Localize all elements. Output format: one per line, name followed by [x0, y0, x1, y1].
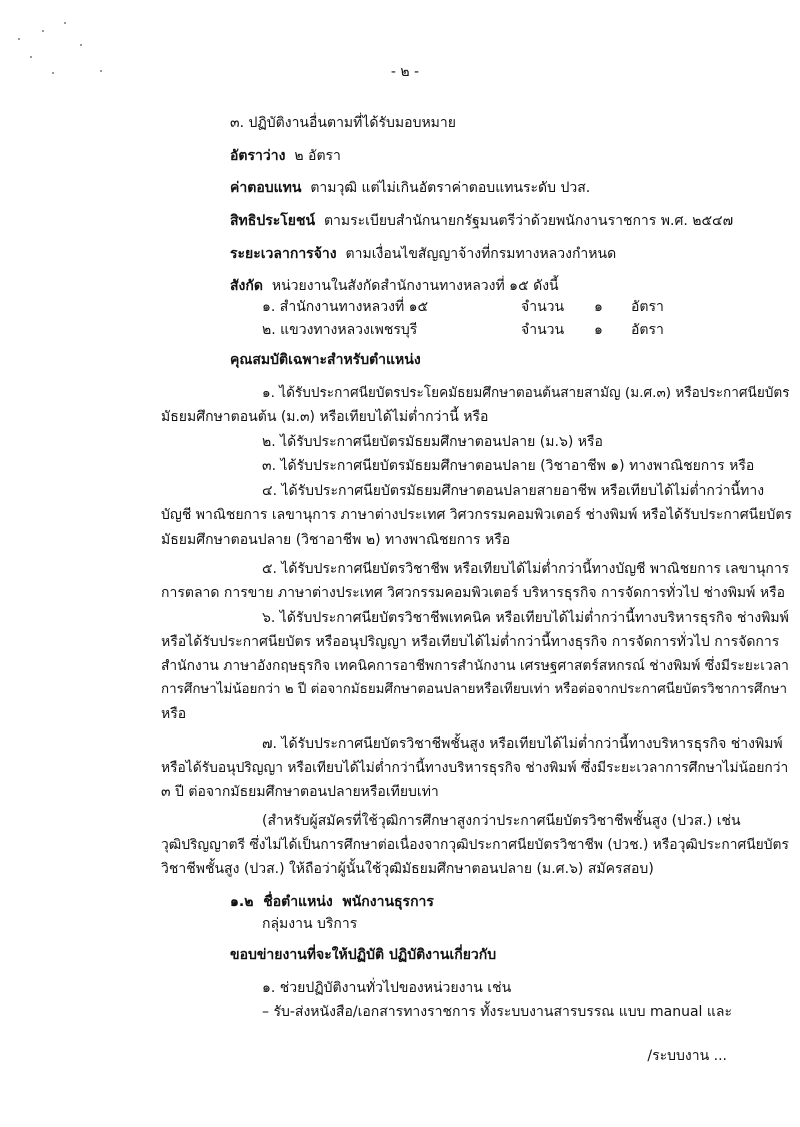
qualification-7-line-3: ๓ ปี ต่อจากมัธยมศึกษาตอนปลายหรือเทียบเท่า: [161, 784, 439, 800]
employment-period-value: ตามเงื่อนไขสัญญาจ้างที่กรมทางหลวงกำหนด: [345, 246, 617, 262]
qualification-5-line-2: การตลาด การขาย ภาษาต่างประเทศ วิศวกรรมคอมพิวเตอร์ บริหารธุรกิจ การจัดการทั่วไป ช่างพิมพ์ หรือ: [161, 585, 785, 601]
job-scope-heading: ขอบข่ายงานที่จะให้ปฏิบัติ ปฏิบัติงานเกี่ยวกับ: [230, 947, 497, 963]
qualification-1-line-1: ๑. ได้รับประกาศนียบัตรประโยคมัธยมศึกษาตอนต้นสายสามัญ (ม.ศ.๓) หรือประกาศนียบัตร: [262, 385, 790, 401]
scan-speck: [80, 44, 82, 46]
scan-speck: [52, 72, 54, 74]
qualification-5-line-1: ๕. ได้รับประกาศนียบัตรวิชาชีพ หรือเทียบได้ไม่ต่ำกว่านี้ทางบัญชี พาณิชยการ เลขานุการ: [262, 561, 790, 577]
qualification-2: ๒. ได้รับประกาศนียบัตรมัธยมศึกษาตอนปลาย (ม.๖) หรือ: [262, 434, 603, 450]
qualification-6-line-1: ๖. ได้รับประกาศนียบัตรวิชาชีพเทคนิค หรือเทียบได้ไม่ต่ำกว่านี้ทางบริหารธุรกิจ ช่างพิมพ์: [262, 610, 789, 626]
qualification-7-line-1: ๗. ได้รับประกาศนียบัตรวิชาชีพชั้นสูง หรือเทียบได้ไม่ต่ำกว่านี้ทางบริหารธุรกิจ ช่างพิมพ์: [262, 736, 783, 752]
affiliation-label: สังกัด: [230, 278, 263, 294]
qualification-4-line-1: ๔. ได้รับประกาศนียบัตรมัธยมศึกษาตอนปลายสายอาชีพ หรือเทียบได้ไม่ต่ำกว่านี้ทาง: [262, 483, 765, 499]
continuation-note: /ระบบงาน ...: [647, 1048, 727, 1064]
scan-speck: [30, 56, 32, 58]
qualification-7-line-2: หรือได้รับอนุปริญญา หรือเทียบได้ไม่ต่ำกว่านี้ทางบริหารธุรกิจ ช่างพิมพ์ ซึ่งมีระยะเวลาการศึกษาไม่น้อยกว่า: [161, 760, 789, 776]
vacancy-row: [230, 146, 341, 166]
scan-speck: [100, 70, 102, 72]
employment-period-row: [230, 244, 616, 264]
affiliation-value: หน่วยงานในสังกัดสำนักงานทางหลวงที่ ๑๕ ดังนี้: [271, 278, 559, 294]
benefits-value: ตามระเบียบสำนักนายกรัฐมนตรีว่าด้วยพนักงานราชการ พ.ศ. ๒๕๔๗: [323, 213, 734, 229]
note-line-1: (สำหรับผู้สมัครที่ใช้วุฒิการศึกษาสูงกว่าประกาศนียบัตรวิชาชีพชั้นสูง (ปวส.) เช่น: [262, 813, 741, 829]
unit-2-count-label: จำนวน: [521, 322, 565, 338]
qualification-6-line-5: หรือ: [161, 706, 187, 722]
position-title-label: ชื่อตำแหน่ง: [263, 894, 333, 910]
note-line-2: วุฒิปริญญาตรี ซึ่งไม่ได้เป็นการศึกษาต่อเนื่องจากวุฒิประกาศนียบัตรวิชาชีพ (ปวช.) หรือวุฒิประกาศนียบัตร: [161, 837, 789, 853]
qualifications-heading: คุณสมบัติเฉพาะสำหรับตำแหน่ง: [230, 352, 421, 368]
affiliation-row: [230, 276, 559, 296]
scan-speck: [42, 30, 44, 32]
note-line-3: วิชาชีพชั้นสูง (ปวส.) ให้ถือว่าผู้นั้นใช้วุฒิมัธยมศึกษาตอนปลาย (ม.ศ.๖) สมัครสอบ): [161, 861, 654, 877]
position-title-value: พนักงานธุรการ: [342, 894, 434, 910]
compensation-row: [230, 178, 590, 198]
unit-1-count-unit: อัตรา: [631, 299, 664, 315]
benefits-row: [230, 211, 733, 231]
page-number: - ๒ -: [390, 64, 420, 80]
position-number: ๑.๒: [230, 894, 254, 910]
job-scope-item-1: ๑. ช่วยปฏิบัติงานทั่วไปของหน่วยงาน เช่น: [262, 980, 512, 996]
unit-1-name: ๑. สำนักงานทางหลวงที่ ๑๕: [262, 299, 429, 315]
duty-item-3: ๓. ปฏิบัติงานอื่นตามที่ได้รับมอบหมาย: [230, 115, 456, 131]
unit-1-count-label: จำนวน: [521, 299, 565, 315]
qualification-4-line-3: มัธยมศึกษาตอนปลาย (วิชาอาชีพ ๒) ทางพาณิชยการ หรือ: [161, 532, 511, 548]
unit-2-count: ๑: [594, 322, 603, 338]
qualification-4-line-2: บัญชี พาณิชยการ เลขานุการ ภาษาต่างประเทศ วิศวกรรมคอมพิวเตอร์ ช่างพิมพ์ หรือได้รับประกาศนียบัตร: [161, 507, 792, 523]
vacancy-value: ๒ อัตรา: [294, 148, 341, 164]
qualification-6-line-4: การศึกษาไม่น้อยกว่า ๒ ปี ต่อจากมัธยมศึกษาตอนปลายหรือเทียบเท่า หรือต่อจากประกาศนียบัตรวิชาการศึกษา: [161, 682, 787, 697]
unit-1-count: ๑: [594, 299, 603, 315]
scan-speck: [18, 38, 20, 40]
unit-2-name: ๒. แขวงทางหลวงเพชรบุรี: [262, 322, 418, 338]
scan-speck: [64, 22, 66, 24]
qualification-6-line-2: หรือได้รับประกาศนียบัตร หรืออนุปริญญา หรือเทียบได้ไม่ต่ำกว่านี้ทางธุรกิจ การจัดการทั่วไป การจัดการ: [161, 634, 780, 650]
compensation-value: ตามวุฒิ แต่ไม่เกินอัตราค่าตอบแทนระดับ ปวส.: [310, 180, 591, 196]
position-title-row: [230, 892, 434, 912]
employment-period-label: ระยะเวลาการจ้าง: [230, 246, 337, 262]
qualification-3: ๓. ได้รับประกาศนียบัตรมัธยมศึกษาตอนปลาย (วิชาอาชีพ ๑) ทางพาณิชยการ หรือ: [262, 458, 755, 474]
unit-2-count-unit: อัตรา: [631, 322, 664, 338]
job-scope-item-1-sub-a: – รับ-ส่งหนังสือ/เอกสารทางราชการ ทั้งระบบงานสารบรรณ แบบ manual และ: [262, 1004, 732, 1020]
qualification-6-line-3: สำนักงาน ภาษาอังกฤษธุรกิจ เทคนิคการอาชีพการสำนักงาน เศรษฐศาสตร์สหกรณ์ ช่างพิมพ์ ซึ่งมีระยะเวลา: [161, 658, 789, 674]
vacancy-label: อัตราว่าง: [230, 148, 286, 164]
qualification-1-line-2: มัธยมศึกษาตอนต้น (ม.๓) หรือเทียบได้ไม่ต่ำกว่านี้ หรือ: [161, 409, 489, 425]
compensation-label: ค่าตอบแทน: [230, 180, 302, 196]
benefits-label: สิทธิประโยชน์: [230, 213, 316, 229]
work-group: กลุ่มงาน บริการ: [262, 916, 358, 932]
